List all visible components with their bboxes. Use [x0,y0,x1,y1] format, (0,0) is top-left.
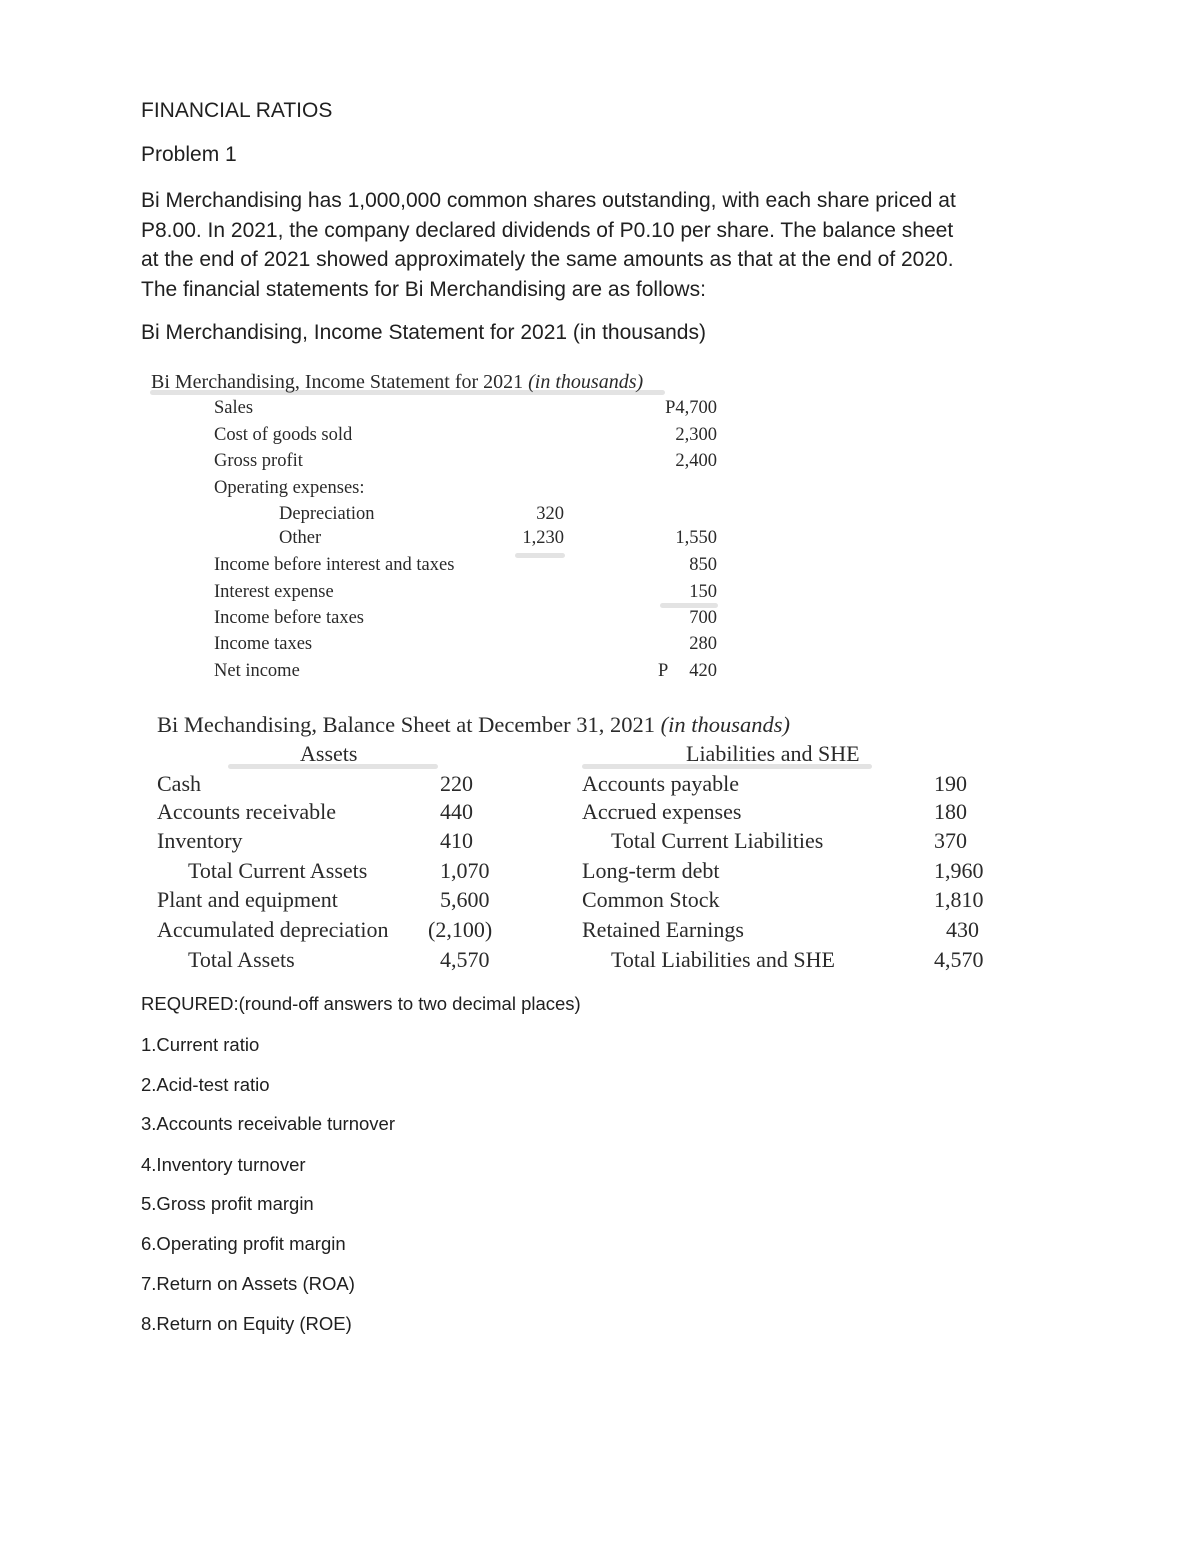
interest-value: 150 [689,582,717,602]
required-item: 5.Gross profit margin [141,1193,314,1214]
liability-label: Accounts payable [582,771,739,796]
gross-profit-value: 2,400 [675,451,717,471]
gross-profit-label: Gross profit [214,451,303,471]
intro-line: Bi Merchandising has 1,000,000 common shares outstanding, with each share priced at [141,189,956,212]
asset-value: 4,570 [440,947,490,972]
liability-value: 4,570 [934,947,984,972]
liability-value: 1,960 [934,858,984,883]
income-statement-title: Bi Merchandising, Income Statement for 2021 (in thousands) [151,371,644,393]
asset-value: 440 [440,799,473,824]
liability-value: 190 [934,771,967,796]
net-income-value: 420 [689,661,717,681]
liability-value: 1,810 [934,887,984,912]
asset-label: Accounts receivable [157,799,336,824]
cogs-value: 2,300 [675,425,717,445]
depreciation-label: Depreciation [279,504,375,524]
required-item: 3.Accounts receivable turnover [141,1113,395,1134]
cogs-label: Cost of goods sold [214,425,353,445]
net-income-currency: P [658,661,669,681]
asset-label: Inventory [157,828,243,853]
required-item: 4.Inventory turnover [141,1154,306,1175]
sales-value: P4,700 [665,398,717,418]
depreciation-value: 320 [536,504,564,524]
asset-value: 1,070 [440,858,490,883]
assets-header: Assets [300,741,358,766]
asset-value: 5,600 [440,887,490,912]
liability-value: 370 [934,828,967,853]
ebit-value: 850 [689,555,717,575]
asset-label: Cash [157,771,201,796]
intro-line: The financial statements for Bi Merchandising are as follows: [141,277,706,301]
ebit-label: Income before interest and taxes [214,555,455,575]
subtotal-underline [515,553,565,558]
asset-label: Total Current Assets [188,858,368,883]
intro-line: P8.00. In 2021, the company declared dividends of P0.10 per share. The balance sheet [141,218,954,242]
other-label: Other [279,528,322,548]
intro-line: at the end of 2021 showed approximately the same amounts as that at the end of 2020. [141,248,954,271]
liabilities-header: Liabilities and SHE [686,741,860,766]
asset-value: 220 [440,771,473,796]
income-caption: Bi Merchandising, Income Statement for 2021 (in thousands) [141,321,706,344]
net-income-label: Net income [214,661,300,681]
liability-label: Total Current Liabilities [611,828,824,853]
interest-label: Interest expense [214,582,334,602]
opex-total-value: 1,550 [675,528,717,548]
liability-label: Total Liabilities and SHE [611,947,835,972]
sales-label: Sales [214,398,254,418]
intro-paragraph [141,186,1071,304]
required-item: 8.Return on Equity (ROE) [141,1313,352,1334]
liability-value: 180 [934,799,967,824]
liability-label: Long-term debt [582,858,720,883]
asset-label: Accumulated depreciation [157,917,389,942]
asset-value: (2,100) [428,917,493,942]
liability-value: 430 [946,917,979,942]
required-item: 6.Operating profit margin [141,1233,346,1254]
asset-label: Plant and equipment [157,887,338,912]
required-item: 7.Return on Assets (ROA) [141,1273,355,1294]
balance-sheet-title: Bi Mechandising, Balance Sheet at December 31, 2021 (in thousands) [157,712,790,737]
required-item: 2.Acid-test ratio [141,1074,270,1095]
liability-label: Common Stock [582,887,720,912]
taxes-value: 280 [689,634,717,654]
taxes-label: Income taxes [214,634,313,654]
liability-label: Accrued expenses [582,799,742,824]
opex-label: Operating expenses: [214,478,365,498]
ebt-label: Income before taxes [214,608,364,628]
asset-label: Total Assets [188,947,295,972]
required-item: 1.Current ratio [141,1034,260,1055]
ebt-value: 700 [689,608,717,628]
asset-value: 410 [440,828,473,853]
other-value: 1,230 [522,528,564,548]
problem-label: Problem 1 [141,143,237,166]
required-label: REQURED:(round-off answers to two decimal places) [141,993,581,1014]
liability-label: Retained Earnings [582,917,744,942]
page-heading: FINANCIAL RATIOS [141,99,333,122]
